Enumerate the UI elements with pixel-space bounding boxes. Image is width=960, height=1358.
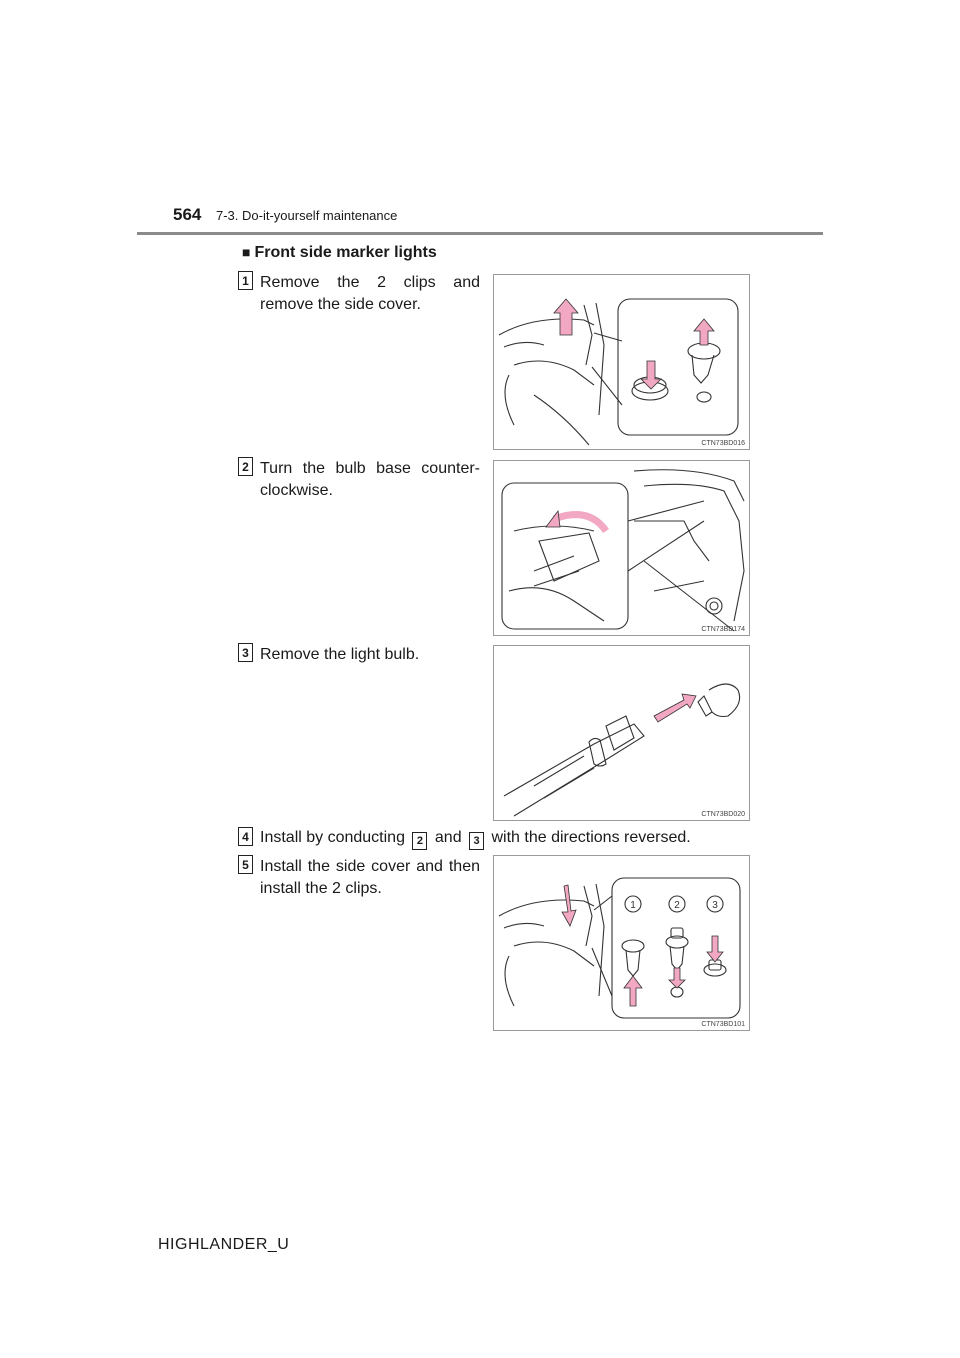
section-title: 7-3. Do-it-yourself maintenance [216, 208, 398, 223]
step-1-text: Remove the 2 clips and remove the side cover. [260, 274, 480, 313]
step-4-text [260, 827, 730, 850]
figure-code: CTN73BD016 [701, 440, 745, 447]
step-5-text: Install the side cover and then install the 2 clips. [260, 858, 480, 897]
figure-remove-clips [493, 274, 750, 450]
callout-1: 1 [630, 900, 636, 911]
step-3-text: Remove the light bulb. [260, 646, 420, 663]
clip-installation-illustration [494, 856, 749, 1030]
figure-code: CTN73BD101 [701, 1021, 745, 1028]
square-bullet-icon: ■ [242, 244, 251, 260]
bulb-removal-illustration [494, 646, 749, 820]
subheading [242, 244, 437, 262]
subheading-title: Front side marker lights [254, 244, 437, 261]
figure-code: CTN73BD020 [701, 811, 745, 818]
step-ref-2: 2 [412, 832, 427, 850]
figure-install-clips [493, 855, 750, 1031]
figure-turn-bulb-base [493, 460, 750, 636]
callout-2: 2 [674, 900, 680, 911]
step-4-text-a: Install by conducting [260, 829, 405, 846]
bulb-base-turn-illustration [494, 461, 749, 635]
step-2-text: Turn the bulb base counter-clockwise. [260, 460, 480, 499]
step-number-5: 5 [238, 855, 253, 874]
header-rule [137, 232, 823, 235]
step-ref-3: 3 [469, 832, 484, 850]
step-number-1: 1 [238, 271, 253, 290]
step-number-3: 3 [238, 643, 253, 662]
figure-code: CTN73BD174 [701, 626, 745, 633]
step-number-4: 4 [238, 827, 253, 846]
callout-3: 3 [712, 900, 718, 911]
page-number: 564 [173, 205, 202, 224]
clip-removal-illustration [494, 275, 749, 449]
figure-remove-bulb [493, 645, 750, 821]
step-4-text-c: with the directions reversed. [491, 829, 691, 846]
step-4-text-b: and [434, 829, 462, 846]
step-number-2: 2 [238, 457, 253, 476]
footer-model-label: HIGHLANDER_U [158, 1236, 290, 1253]
